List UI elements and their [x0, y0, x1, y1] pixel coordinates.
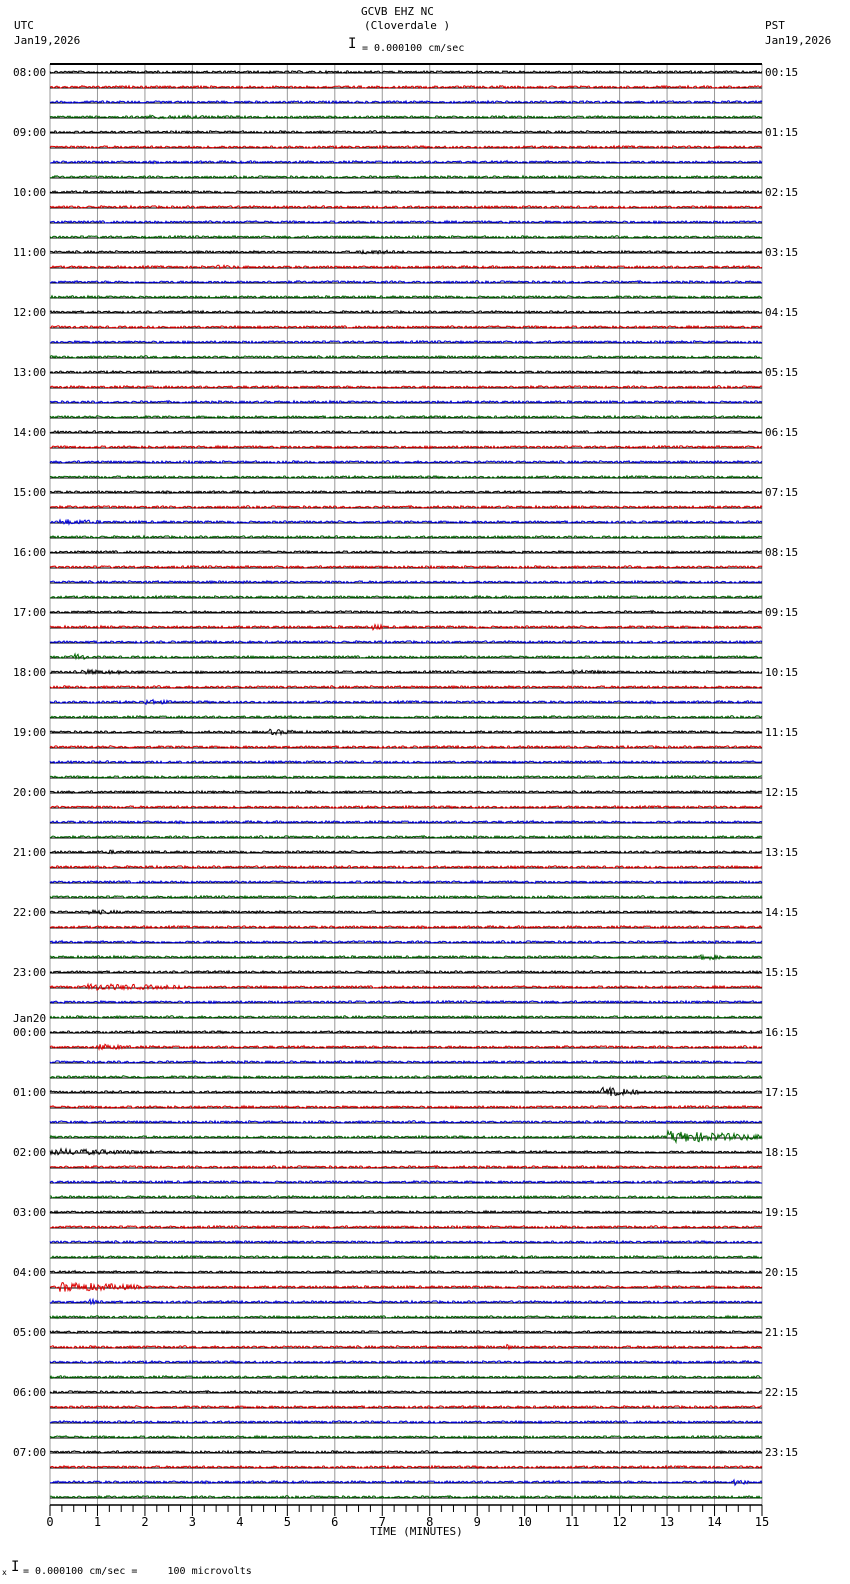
left-time-label: 01:00 [13, 1086, 47, 1099]
right-time-label: 05:15 [765, 366, 799, 379]
right-timezone: PST [765, 19, 785, 32]
seismic-trace [50, 1149, 762, 1155]
right-time-label: 19:15 [765, 1206, 799, 1219]
footer-mark: x [2, 1568, 7, 1577]
left-time-label: 09:00 [13, 126, 47, 139]
x-tick-label: 1 [93, 1515, 102, 1529]
left-time-label: 10:00 [13, 186, 47, 199]
right-time-label: 03:15 [765, 246, 799, 259]
left-time-label: 06:00 [13, 1386, 47, 1399]
x-tick-label: 4 [236, 1515, 244, 1529]
seismic-trace [50, 1283, 762, 1292]
x-tick-label: 11 [564, 1515, 580, 1529]
left-time-label: 11:00 [13, 246, 47, 259]
x-tick-label: 12 [612, 1515, 627, 1529]
left-time-label: 18:00 [13, 666, 47, 679]
seismic-trace [50, 625, 762, 630]
right-time-label: 00:15 [765, 66, 799, 79]
left-time-label: 08:00 [13, 66, 47, 79]
right-time-label: 20:15 [765, 1266, 799, 1279]
x-tick-label: 14 [707, 1515, 722, 1529]
x-tick-label: 10 [517, 1515, 532, 1529]
scale-text: = 0.000100 cm/sec [362, 43, 465, 54]
right-time-label: 17:15 [765, 1086, 799, 1099]
left-date: Jan19,2026 [14, 34, 81, 47]
footer-scale-bar-icon: I [11, 1559, 20, 1575]
right-time-label: 18:15 [765, 1146, 799, 1159]
left-time-label: 22:00 [13, 906, 47, 919]
date-change-label: Jan20 [13, 1012, 47, 1025]
seismic-trace [50, 700, 762, 705]
right-time-label: 14:15 [765, 906, 799, 919]
seismic-trace [50, 1196, 762, 1199]
right-time-label: 09:15 [765, 606, 799, 619]
right-time-label: 10:15 [765, 666, 799, 679]
left-time-label: 02:00 [13, 1146, 47, 1159]
right-time-label: 21:15 [765, 1326, 799, 1339]
left-time-label: 20:00 [13, 786, 47, 799]
left-time-label: 03:00 [13, 1206, 47, 1219]
x-tick-label: 7 [378, 1515, 386, 1529]
scale-bar-icon: I [348, 36, 357, 52]
x-tick-label: 0 [46, 1515, 54, 1529]
seismic-trace [50, 1044, 762, 1049]
left-time-label: 13:00 [13, 366, 47, 379]
seismic-trace [50, 955, 762, 960]
left-time-label: 21:00 [13, 846, 47, 859]
x-tick-label: 2 [141, 1515, 149, 1529]
seismic-trace [50, 729, 762, 734]
left-time-label: 19:00 [13, 726, 47, 739]
left-time-label: 05:00 [13, 1326, 47, 1339]
right-time-label: 01:15 [765, 126, 799, 139]
right-time-label: 07:15 [765, 486, 799, 499]
left-time-label: 07:00 [13, 1446, 47, 1459]
seismic-trace [50, 1088, 762, 1097]
seismic-trace [50, 566, 762, 569]
right-time-label: 02:15 [765, 186, 799, 199]
right-time-label: 22:15 [765, 1386, 799, 1399]
left-time-label: 17:00 [13, 606, 47, 619]
left-time-label: 23:00 [13, 966, 47, 979]
seismic-trace [50, 1406, 762, 1409]
left-time-label: 14:00 [13, 426, 47, 439]
x-tick-label: 3 [188, 1515, 197, 1529]
seismic-trace [50, 984, 762, 990]
left-time-label: 12:00 [13, 306, 47, 319]
left-time-label: 00:00 [13, 1026, 47, 1039]
x-tick-label: 15 [754, 1515, 770, 1529]
x-tick-label: 13 [659, 1515, 675, 1529]
seismic-trace [50, 1131, 762, 1142]
right-time-label: 06:15 [765, 426, 799, 439]
right-time-label: 12:15 [765, 786, 799, 799]
x-tick-label: 8 [426, 1515, 434, 1529]
left-time-label: 16:00 [13, 546, 47, 559]
left-time-label: 04:00 [13, 1266, 47, 1279]
x-tick-label: 6 [331, 1515, 339, 1529]
right-time-label: 15:15 [765, 966, 799, 979]
x-tick-label: 9 [473, 1515, 481, 1529]
left-time-label: 15:00 [13, 486, 47, 499]
x-axis-label: TIME (MINUTES) [370, 1525, 463, 1538]
right-date: Jan19,2026 [765, 34, 832, 47]
seismic-trace [50, 596, 762, 599]
station-location: (Cloverdale ) [364, 19, 451, 32]
right-time-label: 13:15 [765, 846, 799, 859]
footer-scale-text: = 0.000100 cm/sec = 100 microvolts [23, 1566, 252, 1577]
right-time-label: 04:15 [765, 306, 799, 319]
right-time-label: 08:15 [765, 546, 799, 559]
seismic-trace [50, 161, 762, 164]
seismic-trace [50, 1031, 762, 1034]
right-time-label: 11:15 [765, 726, 799, 739]
right-time-label: 16:15 [765, 1026, 799, 1039]
chart-title: GCVB EHZ NC [361, 5, 434, 18]
x-tick-label: 5 [283, 1515, 291, 1529]
right-time-label: 23:15 [765, 1446, 799, 1459]
left-timezone: UTC [14, 19, 34, 32]
seismic-trace [50, 1181, 762, 1184]
